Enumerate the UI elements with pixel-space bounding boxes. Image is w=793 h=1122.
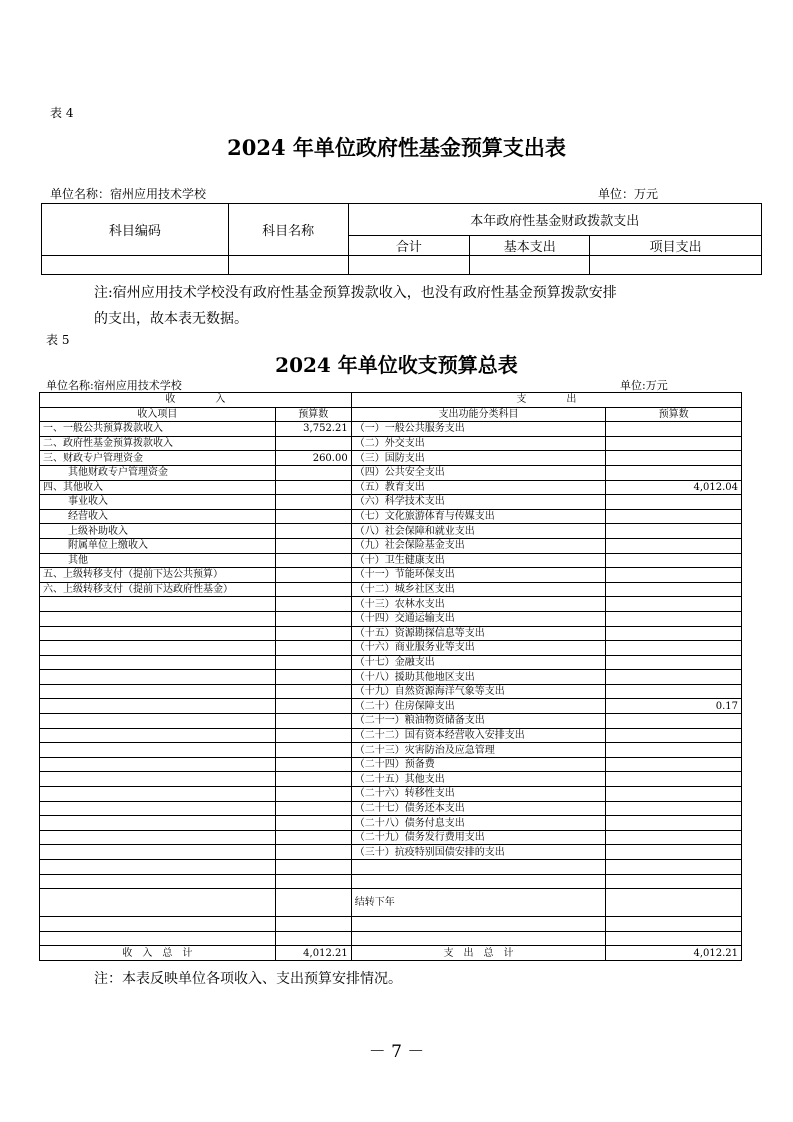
income-item: [40, 772, 276, 787]
income-amount: [275, 874, 351, 889]
income-amount: [275, 743, 351, 758]
expense-amount: [606, 611, 742, 626]
income-item: 五、上级转移支付（提前下达公共预算）: [40, 568, 276, 583]
income-item: 三、财政专户管理资金: [40, 451, 276, 466]
table-row: [40, 845, 742, 860]
income-item: [40, 714, 276, 729]
income-amount: [275, 684, 351, 699]
expense-item: （二十二）国有资本经营收入安排支出: [351, 728, 606, 743]
expense-item: （二十五）其他支出: [351, 772, 606, 787]
expense-item: （四）公共安全支出: [351, 465, 606, 480]
income-amount: [275, 611, 351, 626]
income-item: [40, 787, 276, 802]
income-amount-header: 预算数: [275, 407, 351, 422]
table4-note-line2: 的支出，故本表无数据。: [94, 311, 248, 327]
income-item: 其他财政专户管理资金: [40, 465, 276, 480]
income-amount: [275, 480, 351, 495]
income-item: [40, 743, 276, 758]
table-row: [40, 568, 742, 583]
income-amount: [275, 699, 351, 714]
expense-amount: [606, 553, 742, 568]
table5-unit: 单位:万元: [620, 379, 668, 392]
table-row: [40, 889, 742, 917]
expense-item: （二十八）债务付息支出: [351, 816, 606, 831]
expense-amount: [606, 917, 742, 932]
table-row: [40, 860, 742, 875]
income-item: 一、一般公共预算拨款收入: [40, 422, 276, 437]
income-item: [40, 845, 276, 860]
expense-item-header: 支出功能分类科目: [351, 407, 606, 422]
expense-amount: [606, 931, 742, 946]
expense-amount: [606, 860, 742, 875]
income-total-label: 收 入 总 计: [40, 946, 276, 961]
expense-item: （十二）城乡社区支出: [351, 582, 606, 597]
expense-item: [351, 874, 606, 889]
table5: [39, 392, 742, 961]
income-item-header: 收入项目: [40, 407, 276, 422]
expense-item: （三）国防支出: [351, 451, 606, 466]
income-amount: [275, 436, 351, 451]
income-amount: [275, 641, 351, 656]
expense-amount: [606, 582, 742, 597]
expense-total: 4,012.21: [606, 946, 742, 961]
income-amount: 260.00: [275, 451, 351, 466]
income-amount: [275, 495, 351, 510]
table-row: [40, 626, 742, 641]
table5-label: 表 5: [46, 333, 70, 347]
header-name: 科目名称: [228, 204, 348, 256]
table-row: [40, 931, 742, 946]
income-total: 4,012.21: [275, 946, 351, 961]
income-item: 上级补助收入: [40, 524, 276, 539]
table4-unit: 单位：万元: [598, 187, 659, 201]
expense-item: （十九）自然资源海洋气象等支出: [351, 684, 606, 699]
income-amount: [275, 626, 351, 641]
table-row: [40, 874, 742, 889]
expense-item: 结转下年: [351, 889, 606, 917]
table-row: [40, 509, 742, 524]
expense-amount: 4,012.04: [606, 480, 742, 495]
table-row: [40, 480, 742, 495]
income-amount: [275, 860, 351, 875]
expense-item: （十四）交通运输支出: [351, 611, 606, 626]
table-row: [40, 597, 742, 612]
table-row: [40, 436, 742, 451]
table-row: [40, 728, 742, 743]
expense-amount-header: 预算数: [606, 407, 742, 422]
table-row: [40, 641, 742, 656]
income-amount: [275, 816, 351, 831]
income-item: [40, 816, 276, 831]
expense-amount: [606, 451, 742, 466]
table-row: [40, 538, 742, 553]
income-item: 四、其他收入: [40, 480, 276, 495]
income-item: [40, 889, 276, 917]
header-project: 项目支出: [590, 236, 762, 256]
expense-amount: [606, 684, 742, 699]
income-item: [40, 611, 276, 626]
income-amount: [275, 728, 351, 743]
expense-amount: [606, 743, 742, 758]
income-item: [40, 801, 276, 816]
table-row: [40, 830, 742, 845]
income-item: [40, 597, 276, 612]
income-amount: [275, 845, 351, 860]
expense-amount: [606, 816, 742, 831]
expense-item: （十八）援助其他地区支出: [351, 670, 606, 685]
income-item: [40, 728, 276, 743]
income-item: [40, 670, 276, 685]
expense-item: （二十七）债务还本支出: [351, 801, 606, 816]
income-item: [40, 655, 276, 670]
expense-amount: [606, 714, 742, 729]
income-amount: [275, 830, 351, 845]
income-item: [40, 684, 276, 699]
table-row: [40, 422, 742, 437]
expense-item: （二）外交支出: [351, 436, 606, 451]
expense-amount: [606, 728, 742, 743]
expense-item: （二十三）灾害防治及应急管理: [351, 743, 606, 758]
table-row: [40, 670, 742, 685]
table-row: [40, 801, 742, 816]
table-row: [40, 816, 742, 831]
income-amount: [275, 889, 351, 917]
expense-item: （七）文化旅游体育与传媒支出: [351, 509, 606, 524]
table-row: [40, 611, 742, 626]
expense-amount: [606, 874, 742, 889]
table5-note: 注：本表反映单位各项收入、支出预算安排情况。: [94, 971, 402, 987]
table-row: [40, 757, 742, 772]
income-amount: [275, 465, 351, 480]
income-amount: [275, 917, 351, 932]
income-header: 收 入: [40, 393, 352, 408]
expense-amount: [606, 889, 742, 917]
table4-empty-row: [42, 256, 762, 275]
page-number: － 7 －: [368, 1042, 425, 1062]
expense-item: （二十）住房保障支出: [351, 699, 606, 714]
header-total: 合计: [348, 236, 470, 256]
income-amount: [275, 582, 351, 597]
expense-header: 支 出: [351, 393, 741, 408]
income-item: [40, 917, 276, 932]
income-amount: [275, 553, 351, 568]
expense-amount: [606, 670, 742, 685]
expense-item: （六）科学技术支出: [351, 495, 606, 510]
expense-item: （二十六）转移性支出: [351, 787, 606, 802]
expense-amount: [606, 801, 742, 816]
table-row: [40, 714, 742, 729]
table4-unit-name: 单位名称：宿州应用技术学校: [50, 187, 207, 201]
expense-amount: 0.17: [606, 699, 742, 714]
income-item: 经营收入: [40, 509, 276, 524]
expense-amount: [606, 509, 742, 524]
table-row: [40, 465, 742, 480]
expense-item: （十一）节能环保支出: [351, 568, 606, 583]
table5-unit-name: 单位名称:宿州应用技术学校: [46, 379, 182, 392]
expense-item: （二十四）预备费: [351, 757, 606, 772]
expense-item: [351, 860, 606, 875]
income-amount: [275, 931, 351, 946]
table-row: [40, 787, 742, 802]
table-row: [40, 743, 742, 758]
income-item: [40, 931, 276, 946]
expense-item: （十七）金融支出: [351, 655, 606, 670]
table4: [41, 203, 762, 275]
expense-item: （二十一）粮油物资储备支出: [351, 714, 606, 729]
income-amount: [275, 509, 351, 524]
income-amount: [275, 670, 351, 685]
expense-amount: [606, 568, 742, 583]
income-item: [40, 641, 276, 656]
income-item: [40, 626, 276, 641]
income-amount: [275, 772, 351, 787]
header-basic: 基本支出: [470, 236, 590, 256]
expense-amount: [606, 787, 742, 802]
expense-amount: [606, 524, 742, 539]
expense-amount: [606, 436, 742, 451]
expense-item: （十三）农林水支出: [351, 597, 606, 612]
expense-amount: [606, 597, 742, 612]
table-row: [40, 524, 742, 539]
expense-item: （十六）商业服务业等支出: [351, 641, 606, 656]
income-item: 其他: [40, 553, 276, 568]
header-group: 本年政府性基金财政拨款支出: [348, 204, 761, 236]
income-item: 六、上级转移支付（提前下达政府性基金）: [40, 582, 276, 597]
table-row: [40, 495, 742, 510]
expense-item: （五）教育支出: [351, 480, 606, 495]
expense-amount: [606, 830, 742, 845]
table-row: [40, 655, 742, 670]
expense-item: [351, 931, 606, 946]
income-item: [40, 830, 276, 845]
table-row: [40, 684, 742, 699]
header-code: 科目编码: [42, 204, 229, 256]
expense-amount: [606, 626, 742, 641]
income-amount: 3,752.21: [275, 422, 351, 437]
income-amount: [275, 787, 351, 802]
table-row: [40, 772, 742, 787]
income-item: 附属单位上缴收入: [40, 538, 276, 553]
income-amount: [275, 597, 351, 612]
expense-amount: [606, 465, 742, 480]
expense-amount: [606, 422, 742, 437]
income-item: [40, 699, 276, 714]
income-amount: [275, 801, 351, 816]
expense-item: （十五）资源勘探信息等支出: [351, 626, 606, 641]
table-row: [40, 451, 742, 466]
income-amount: [275, 757, 351, 772]
expense-amount: [606, 538, 742, 553]
table5-title: 2024 年单位收支预算总表: [275, 353, 518, 377]
income-item: [40, 757, 276, 772]
expense-item: （八）社会保障和就业支出: [351, 524, 606, 539]
expense-amount: [606, 495, 742, 510]
expense-total-label: 支 出 总 计: [351, 946, 606, 961]
expense-amount: [606, 641, 742, 656]
table-row: [40, 699, 742, 714]
table4-title: 2024 年单位政府性基金预算支出表: [227, 135, 566, 160]
expense-amount: [606, 772, 742, 787]
income-amount: [275, 568, 351, 583]
income-item: 二、政府性基金预算拨款收入: [40, 436, 276, 451]
expense-item: （一）一般公共服务支出: [351, 422, 606, 437]
table-row: [40, 582, 742, 597]
expense-item: （九）社会保险基金支出: [351, 538, 606, 553]
income-item: 事业收入: [40, 495, 276, 510]
income-amount: [275, 655, 351, 670]
table4-label: 表 4: [50, 106, 74, 120]
expense-amount: [606, 845, 742, 860]
expense-item: （二十九）债务发行费用支出: [351, 830, 606, 845]
table-row: [40, 917, 742, 932]
expense-item: （三十）抗疫特别国债安排的支出: [351, 845, 606, 860]
expense-item: （十）卫生健康支出: [351, 553, 606, 568]
table-row: [40, 553, 742, 568]
income-item: [40, 860, 276, 875]
income-amount: [275, 538, 351, 553]
income-amount: [275, 524, 351, 539]
expense-amount: [606, 655, 742, 670]
expense-item: [351, 917, 606, 932]
expense-amount: [606, 757, 742, 772]
income-amount: [275, 714, 351, 729]
table4-note-line1: 注:宿州应用技术学校没有政府性基金预算拨款收入，也没有政府性基金预算拨款安排: [94, 285, 617, 301]
income-item: [40, 874, 276, 889]
